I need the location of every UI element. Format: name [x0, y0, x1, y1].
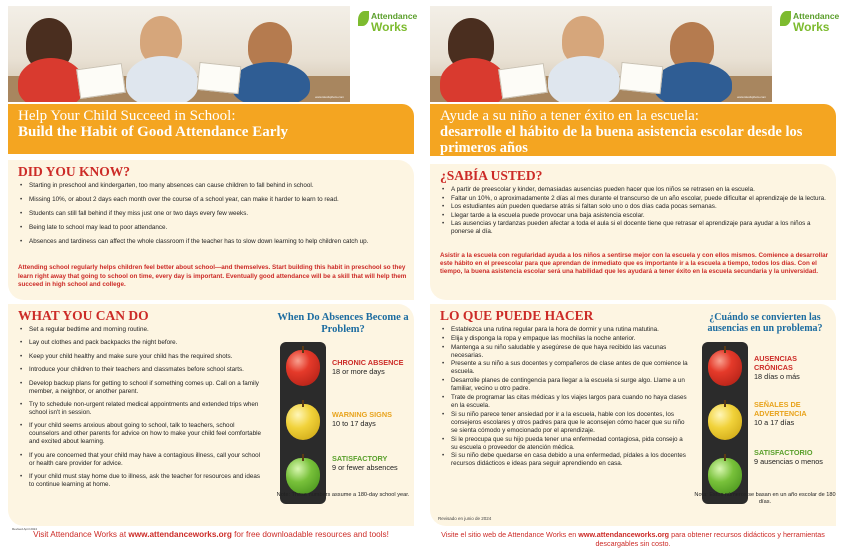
- absence-levels-sidebar: [694, 312, 836, 524]
- children-reading-photo: [430, 6, 772, 102]
- list-item: • Establezca una rutina regular para la hora de dormir y una rutina matutina.: [442, 326, 690, 334]
- red-apple-icon: [708, 350, 742, 386]
- photo-credit: www.istockphoto.com: [315, 95, 344, 99]
- what-you-can-do-heading: LO QUE PUEDE HACER: [440, 308, 594, 323]
- list-item: • Desarrolle planes de contingencia para llegar a la escuela si surge algo. Llame a un familiar, vecino u otro padre.: [442, 377, 690, 393]
- website-link[interactable]: www.attendanceworks.org: [578, 530, 670, 539]
- chronic-absence-level: AUSENCIAS CRÓNICAS 18 días o más: [754, 354, 800, 381]
- attendance-works-logo: Attendance Works: [352, 8, 418, 34]
- list-item: • Missing 10%, or about 2 days each month over the course of a school year, can make it harder to learn to read.: [20, 196, 404, 204]
- did-you-know-heading: ¿SABÍA USTED?: [440, 168, 543, 183]
- footer-text: Visite el sitio web de Attendance Works en www.attendanceworks.org para obtener recursos didácticos y herramientas descargables sin costo.: [441, 530, 825, 548]
- did-you-know-list: [442, 186, 826, 237]
- list-item: • Try to schedule non-urgent related medical appointments and extended trips when school isn't in session.: [20, 401, 264, 417]
- title-banner: [8, 104, 414, 154]
- list-item: • Si su niño debe quedarse en casa debido a una enfermedad, pídales a los docentes recursos didácticos e ideas para seguir aprendiendo en casa.: [442, 452, 690, 468]
- apple-traffic-light-icon: [702, 342, 748, 504]
- absence-levels-sidebar: [272, 312, 414, 524]
- list-item: • Keep your child healthy and make sure your child has the required shots.: [20, 353, 264, 361]
- children-reading-photo: [8, 6, 350, 102]
- warning-signs-level: SEÑALES DE ADVERTENCIA 10 a 17 días: [754, 400, 807, 427]
- revised-date: Revised April 2024: [12, 527, 38, 531]
- list-item: • Develop backup plans for getting to school if something comes up. Call on a family member, a neighbor, or another parent.: [20, 380, 264, 396]
- title-line-2: Build the Habit of Good Attendance Early: [18, 124, 289, 140]
- green-apple-icon: [286, 458, 320, 494]
- list-item: • Presente a su niño a sus docentes y compañeros de clase antes de que comience la escuela.: [442, 360, 690, 376]
- apple-traffic-light-icon: [280, 342, 326, 504]
- attendance-summary-text: Attending school regularly helps children feel better about school—and themselves. Start building this habit in preschool so they learn right away that going to school on time, every day is important. Eventually good attendance will be a skill that will help them succeed in high school and college.: [18, 264, 407, 289]
- yellow-apple-icon: [708, 404, 742, 440]
- did-you-know-section: [430, 164, 836, 300]
- did-you-know-section: [8, 160, 414, 300]
- list-item: • Trate de programar las citas médicas y los viajes largos para cuando no haya clases en la escuela.: [442, 394, 690, 410]
- did-you-know-heading: DID YOU KNOW?: [18, 164, 131, 179]
- spanish-flyer: [424, 0, 842, 556]
- list-item: • Set a regular bedtime and morning routine.: [20, 326, 264, 334]
- satisfactory-level: SATISFACTORY 9 or fewer absences: [332, 454, 398, 472]
- list-item: • Las ausencias y tardanzas pueden afectar a toda el aula si el docente tiene que retrasar el aprendizaje para ayudar a los niños a ponerse al día.: [442, 220, 826, 236]
- warning-signs-level: WARNING SIGNS 10 to 17 days: [332, 410, 392, 428]
- leaf-icon: [358, 11, 369, 26]
- title-line-2: desarrolle el hábito de la buena asistencia escolar desde los primeros años: [440, 124, 803, 156]
- website-link[interactable]: www.attendanceworks.org: [128, 530, 232, 539]
- title-line-1: Ayude a su niño a tener éxito en la escuela:: [440, 108, 699, 124]
- red-apple-icon: [286, 350, 320, 386]
- english-flyer: [2, 0, 420, 556]
- list-item: • Students can still fall behind if they miss just one or two days every few weeks.: [20, 210, 404, 218]
- attendance-works-logo: Attendance Works: [774, 8, 840, 34]
- list-item: • Elija y disponga la ropa y empaque las mochilas la noche anterior.: [442, 335, 690, 343]
- title-line-1: Help Your Child Succeed in School:: [18, 108, 236, 124]
- list-item: • Lay out clothes and pack backpacks the night before.: [20, 339, 264, 347]
- sidebar-title: ¿Cuándo se convierten las ausencias en un problema?: [707, 312, 823, 334]
- list-item: • Starting in preschool and kindergarten, too many absences can cause children to fall behind in school.: [20, 182, 404, 190]
- list-item: • Faltar un 10%, o aproximadamente 2 días al mes durante el transcurso de un año escolar, puede dificultar el aprendizaje de la lectura.: [442, 195, 826, 203]
- did-you-know-list: [20, 182, 404, 252]
- list-item: • Mantenga a su niño saludable y asegúrese de que haya recibido las vacunas necesarias.: [442, 344, 690, 360]
- list-item: • If you are concerned that your child may have a contagious illness, call your school or health care provider for advice.: [20, 452, 264, 468]
- list-item: • Si le preocupa que su hijo pueda tener una enfermedad contagiosa, pida consejo a su escuela o proveedor de atención médica.: [442, 436, 690, 452]
- chronic-absence-level: CHRONIC ABSENCE 18 or more days: [332, 358, 404, 376]
- list-item: • Absences and tardiness can affect the whole classroom if the teacher has to slow down learning to help children catch up.: [20, 238, 404, 246]
- title-banner: [430, 104, 836, 156]
- what-you-can-do-list: [442, 326, 690, 469]
- list-item: • A partir de preescolar y kinder, demasiadas ausencias pueden hacer que los niños se retrasen en la escuela.: [442, 186, 826, 194]
- list-item: • Los estudiantes aún pueden quedarse atrás si faltan solo uno o dos días cada pocas semanas.: [442, 203, 826, 211]
- photo-credit: www.istockphoto.com: [737, 95, 766, 99]
- what-you-can-do-list: [20, 326, 264, 495]
- school-year-note: Nota: Estos números se basan en un año escolar de 180 días.: [694, 492, 836, 505]
- attendance-summary-text: Asistir a la escuela con regularidad ayuda a los niños a sentirse mejor con la escuela y con ellos mismos. Comience a desarrollar este hábito en el preescolar para que aprendan de inmediato que es importante ir a la escuela a tiempo, todos los días. Con el tiempo, la buena asistencia escolar será una habilidad que les ayudará a tener éxito en la escuela secundaria y la universidad.: [440, 252, 829, 276]
- what-you-can-do-heading: WHAT YOU CAN DO: [18, 308, 149, 323]
- list-item: • Llegar tarde a la escuela puede provocar una baja asistencia escolar.: [442, 212, 826, 220]
- satisfactory-level: SATISFACTORIO 9 ausencias o menos: [754, 448, 823, 466]
- green-apple-icon: [708, 458, 742, 494]
- sidebar-title: When Do Absences Become a Problem?: [277, 312, 409, 335]
- list-item: • Introduce your children to their teachers and classmates before school starts.: [20, 366, 264, 374]
- footer-text: Visit Attendance Works at www.attendanceworks.org for free downloadable resources and tools!: [33, 530, 389, 539]
- list-item: • Si su niño parece tener ansiedad por ir a la escuela, hable con los docentes, los consejeros escolares y otros padres para que le aconsejen cómo hacer que su niño se sienta cómodo y emocionado por el aprendizaje.: [442, 411, 690, 435]
- list-item: • Being late to school may lead to poor attendance.: [20, 224, 404, 232]
- list-item: • If your child must stay home due to illness, ask the teacher for resources and ideas to continue learning at home.: [20, 473, 264, 489]
- school-year-note: Note: These numbers assume a 180-day school year.: [276, 492, 410, 498]
- leaf-icon: [780, 11, 791, 26]
- revised-date: Revisado en junio de 2024: [438, 516, 492, 521]
- yellow-apple-icon: [286, 404, 320, 440]
- list-item: • If your child seems anxious about going to school, talk to teachers, school counselors and other parents for advice on how to make your child feel comfortable and excited about learning.: [20, 422, 264, 446]
